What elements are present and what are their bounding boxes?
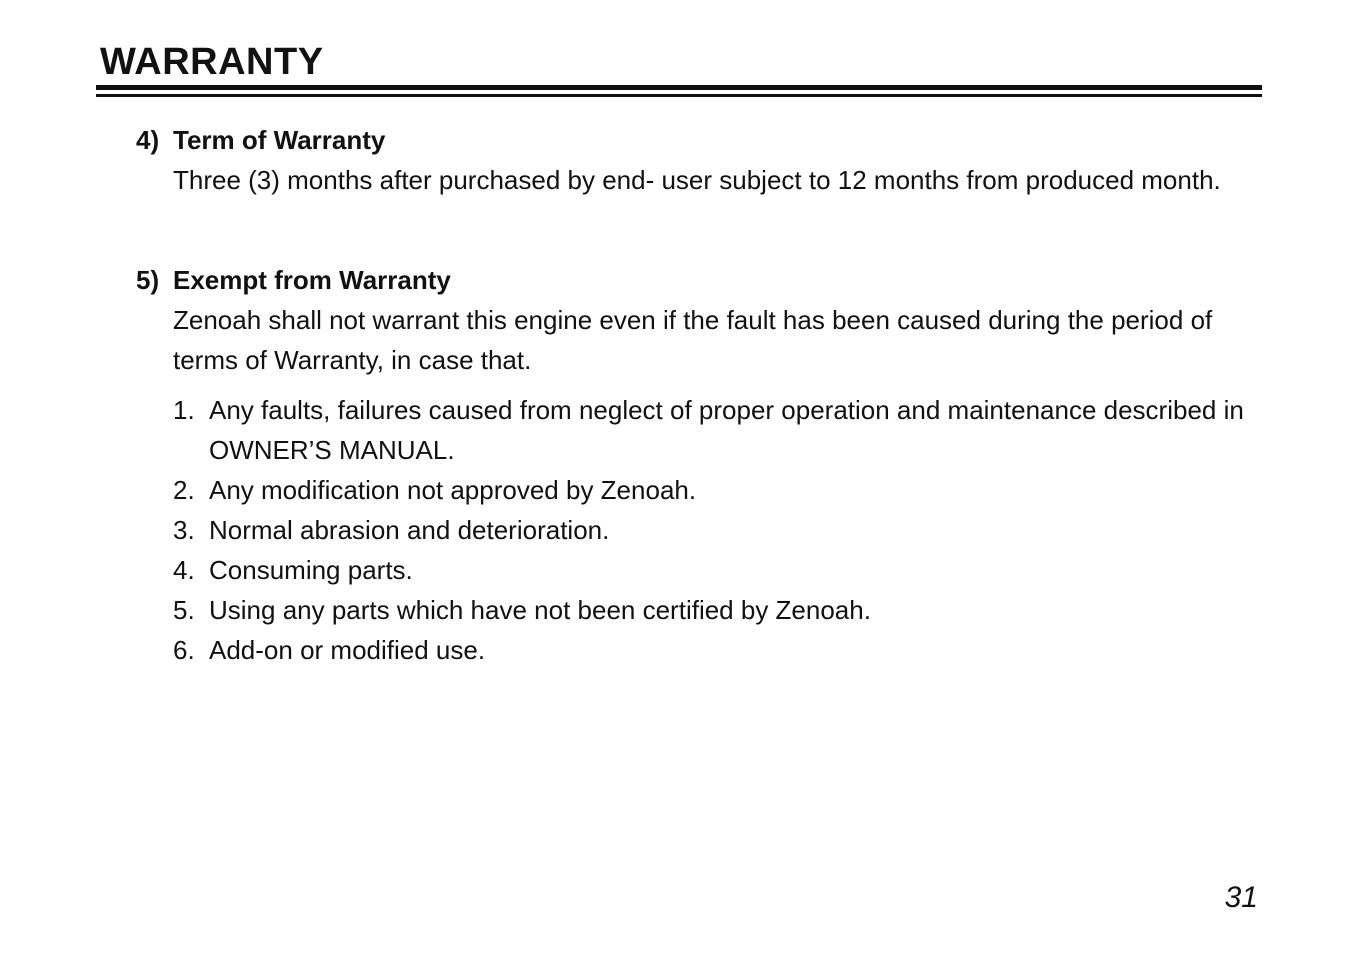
title-rule-thin <box>96 94 1262 97</box>
list-item-text: Consuming parts. <box>209 555 413 585</box>
list-item <box>173 390 1256 470</box>
list-item <box>173 590 1256 630</box>
list-item <box>173 470 1256 510</box>
title-rule-thick <box>96 85 1262 90</box>
list-item-number: 3. <box>173 515 195 545</box>
list-item-number: 1. <box>173 395 195 425</box>
list-item-number: 6. <box>173 635 195 665</box>
list-item-text: Add-on or modified use. <box>209 635 486 665</box>
section-exempt-from-warranty <box>136 260 1256 670</box>
section-body: Zenoah shall not warrant this engine even if the fault has been caused during the period of terms of Warranty, in case that. <box>173 305 1213 375</box>
section-heading <box>136 120 1256 160</box>
page-number: 31 <box>1224 881 1258 914</box>
section-title: Exempt from Warranty <box>173 265 451 295</box>
list-item <box>173 510 1256 550</box>
list-item-number: 4. <box>173 555 195 585</box>
list-item <box>173 630 1256 670</box>
list-item-text: Normal abrasion and deterioration. <box>209 515 610 545</box>
page-title: WARRANTY <box>100 41 324 83</box>
list-item-text: Using any parts which have not been certified by Zenoah. <box>209 595 871 625</box>
list-item-number: 5. <box>173 595 195 625</box>
list-item <box>173 550 1256 590</box>
list-item-number: 2. <box>173 475 195 505</box>
section-title: Term of Warranty <box>173 125 386 155</box>
section-term-of-warranty <box>136 120 1256 200</box>
list-item-text: Any faults, failures caused from neglect of proper operation and maintenance described in OWNER’S MANUAL. <box>209 395 1244 465</box>
list-item-text: Any modification not approved by Zenoah. <box>209 475 697 505</box>
section-number: 4) <box>136 125 160 155</box>
exemption-list <box>173 390 1256 670</box>
section-number: 5) <box>136 265 160 295</box>
section-heading <box>136 260 1256 300</box>
section-body: Three (3) months after purchased by end- user subject to 12 months from produced month. <box>173 165 1221 195</box>
